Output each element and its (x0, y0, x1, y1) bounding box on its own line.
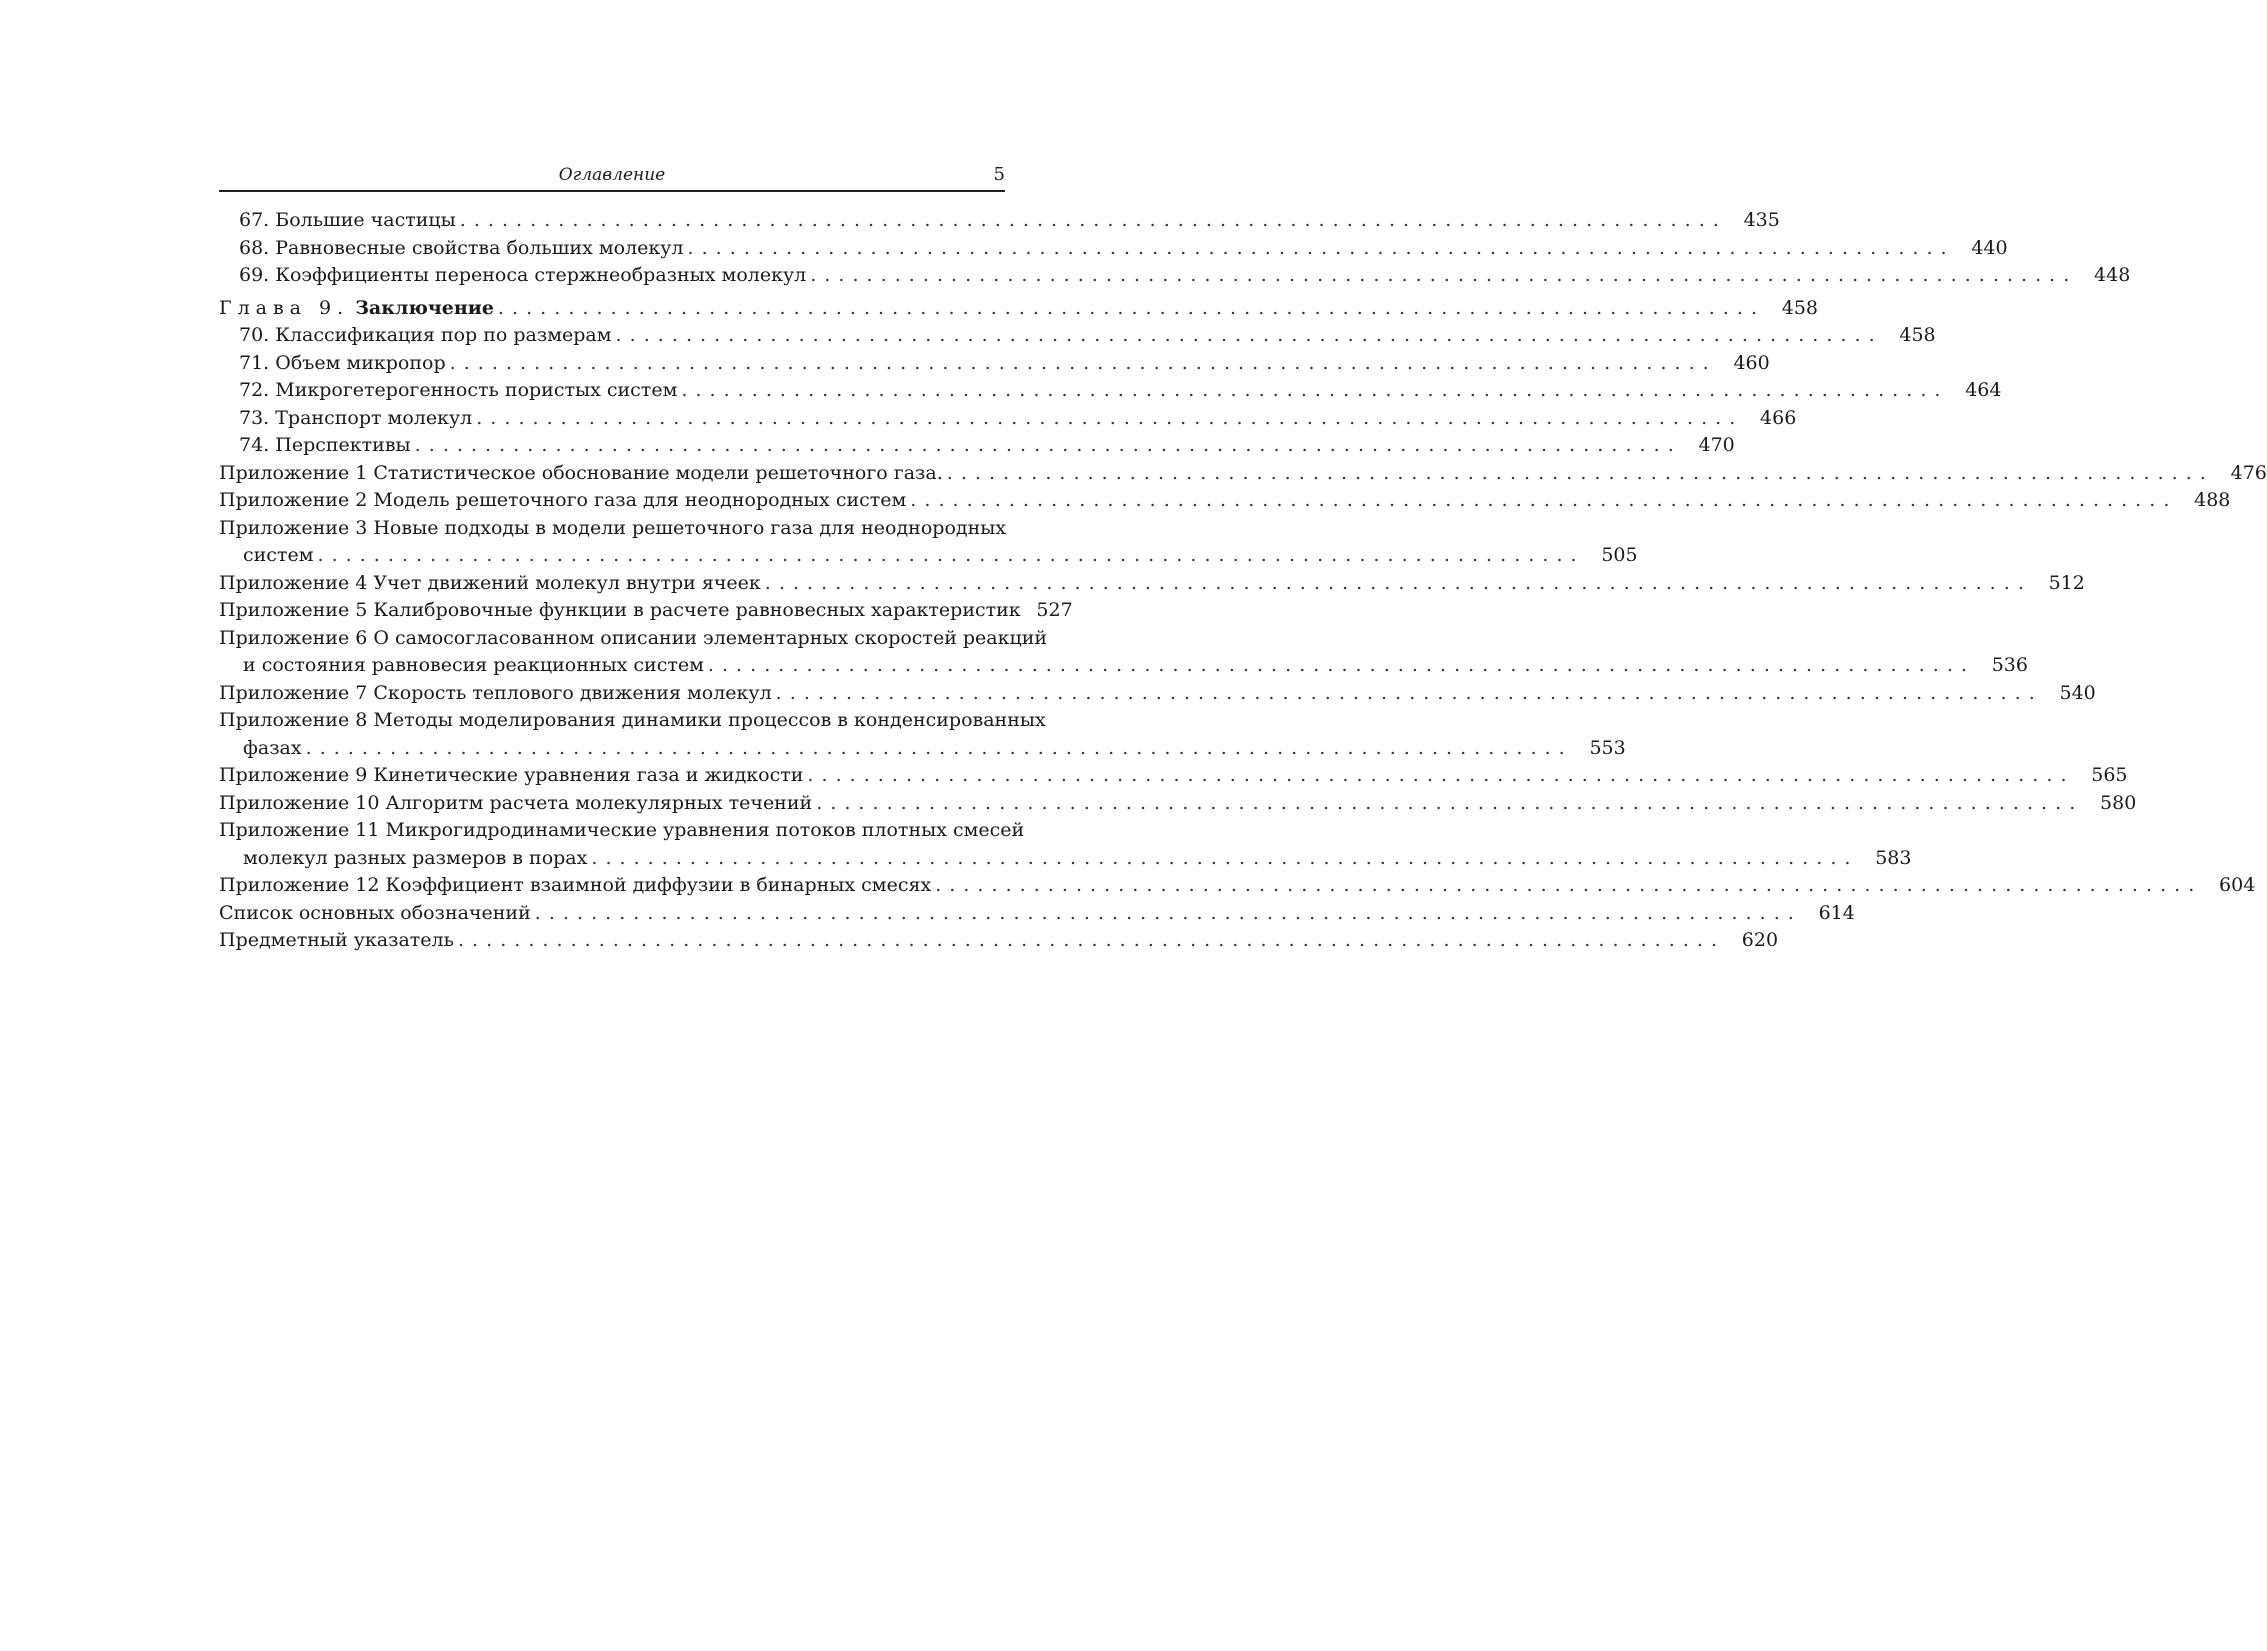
toc-appendix-12[interactable] (219, 872, 2256, 900)
toc-entry-text-line1: Приложение 11 Микрогидродинамические уравнения потоков плотных смесей (219, 819, 1025, 841)
toc-appendix-7[interactable] (219, 680, 2096, 708)
toc-entry-72[interactable] (219, 377, 2002, 405)
dot-leader: . . . . . . . . . . . . . . . . . . . . . . . . . . . . . . . . . . . . . . . . . . . . . . . . . . . . . . . . . . . . . . . . . . . . . . . . . . . . . . . . . . . . . . . . . . (317, 544, 1578, 566)
dot-leader: . . . . . . . . . . . . . . . . . . . . . . . . . . . . . . . . . . . . . . . . . . . . . . . . . . . . . . . . . . . . . . . . . . . . . . . . . . . . . . . . . . . . . . . . . . (816, 791, 2077, 814)
dot-leader: . . . . . . . . . . . . . . . . . . . . . . . . . . . . . . . . . . . . . . . . . . . . . . . . . . . . . . . . . . . . . . . . . . . . . . . . . . . . . . . . . . . . . . . . . . (305, 736, 1566, 759)
dot-leader: . . . . . . . . . . . . . . . . . . . . . . . . . . . . . . . . . . . . . . . . . . . . . . . . . . . . . . . . . . . . . . . . . . . . . . . . . . . . . . . . . . . . . . . . . . (810, 264, 2071, 286)
toc-entry-69[interactable] (219, 262, 2131, 290)
toc-entry-page: 512 (2048, 571, 2085, 594)
chapter-label: Глава 9. (219, 296, 350, 319)
running-header (219, 164, 1005, 192)
toc-entry-text: Предметный указатель (219, 929, 454, 951)
dot-leader: . . . . . . . . . . . . . . . . . . . . . . . . . . . . . . . . . . . . . . . . . . . . . . . . . . . . . . . . . . . . . . . . . . . . . . . . . . . . . . . . . . . . . . . . . . (457, 929, 1719, 951)
toc-entry-page: 470 (1698, 434, 1735, 456)
toc-entry-page: 448 (2094, 264, 2131, 286)
dot-leader: . . . . . . . . . . . . . . . . . . . . . . . . . . . . . . . . . . . . . . . . . . . . . . . . . . . . . . . . . . . . . . . . . . . . . . . . . . . . . . . . . . . . . . . . . . (591, 846, 1852, 869)
toc-entry-page: 476 (2230, 461, 2267, 484)
toc-entry-text-line1: Приложение 8 Методы моделирования динамики процессов в конденсированных (219, 709, 1046, 731)
toc-appendix-9[interactable] (219, 762, 2128, 790)
toc-entry-page: 458 (1899, 324, 1936, 346)
dot-leader: . . . . . . . . . . . . . . . . . . . . . . . . . . . . . . . . . . . . . . . . . . . . . . . . . . . . . . . . . . . . . . . . . . . . . . . . . . . . . . . . . . . . . . . . . . (707, 654, 1968, 676)
toc-entry-68[interactable] (219, 235, 2008, 263)
toc-entry-page: 553 (1589, 736, 1626, 759)
toc-appendix-8[interactable] (219, 707, 1626, 762)
running-header-title: Оглавление (558, 165, 666, 185)
toc-entry-page: 583 (1875, 846, 1912, 869)
toc-entry-text: 70. Классификация пор по размерам (239, 324, 612, 346)
toc-entry-page: 505 (1601, 544, 1638, 566)
toc-entry-page: 435 (1743, 209, 1780, 231)
toc-entry-page: 620 (1741, 929, 1779, 951)
toc-entry-text: 69. Коэффициенты переноса стержнеобразных молекул (239, 264, 807, 286)
toc-entry-text-line2: и состояния равновесия реакционных систем (243, 654, 704, 676)
toc-entry-text: 68. Равновесные свойства больших молекул (239, 236, 684, 259)
toc-entry-71[interactable] (219, 350, 1770, 378)
dot-leader: . . . . . . . . . . . . . . . . . . . . . . . . . . . . . . . . . . . . . . . . . . . . . . . . . . . . . . . . . . . . . . . . . . . . . . . . . . . . . . . . . . . . . . . . . . (534, 901, 1795, 924)
toc-entry-text: Приложение 2 Модель решеточного газа для неоднородных систем (219, 489, 907, 511)
toc-entry-page: 536 (1991, 654, 2028, 676)
toc-entry-text: Список основных обозначений (219, 901, 531, 924)
table-of-contents (219, 207, 2267, 955)
toc-entry-text: Приложение 7 Скорость теплового движения молекул (219, 681, 772, 704)
toc-appendix-5[interactable] (219, 597, 1073, 625)
toc-appendix-10[interactable] (219, 790, 2137, 818)
toc-entry-74[interactable] (219, 432, 1735, 460)
toc-entry-text-line2: фазах (243, 736, 302, 759)
chapter-title: Заключение (355, 296, 494, 319)
toc-entry-73[interactable] (219, 405, 1797, 433)
dot-leader: . . . . . . . . . . . . . . . . . . . . . . . . . . . . . . . . . . . . . . . . . . . . . . . . . . . . . . . . . . . . . . . . . . . . . . . . . . . . . . . . . . . . . . . . . . (946, 461, 2207, 484)
dot-leader: . . . . . . . . . . . . . . . . . . . . . . . . . . . . . . . . . . . . . . . . . . . . . . . . . . . . . . . . . . . . . . . . . . . . . . . . . . . . . . . . . . . . . . . . . . (807, 764, 2068, 786)
toc-subject-index[interactable] (219, 927, 1779, 955)
toc-entry-text: Приложение 1 Статистическое обоснование модели решеточного газа. (219, 461, 943, 484)
toc-entry-text: Приложение 12 Коэффициент взаимной диффузии в бинарных смесях (219, 874, 932, 896)
toc-entry-text: Приложение 4 Учет движений молекул внутри ячеек (219, 571, 761, 594)
toc-entry-page: 458 (1781, 296, 1819, 319)
dot-leader: . . . . . . . . . . . . . . . . . . . . . . . . . . . . . . . . . . . . . . . . . . . . . . . . . . . . . . . . . . . . . . . . . . . . . . . . . . . . . . . . . . . . . . . . . . (449, 351, 1710, 374)
dot-leader: . . . . . . . . . . . . . . . . . . . . . . . . . . . . . . . . . . . . . . . . . . . . . . . . . . . . . . . . . . . . . . . . . . . . . . . . . . . . . . . . . . . . . . . . . . (775, 681, 2036, 704)
dot-leader: . . . . . . . . . . . . . . . . . . . . . . . . . . . . . . . . . . . . . . . . . . . . . . . . . . . . . . . . . . . . . . . . . . . . . . . . . . . . . . . . . . . . . . . . . . (459, 209, 1720, 231)
dot-leader: . . . . . . . . . . . . . . . . . . . . . . . . . . . . . . . . . . . . . . . . . . . . . . . . . . . . . . . . . . . . . . . . . . . . . . . . . . . . . . . . . . . . . . . . . . (476, 406, 1737, 429)
toc-appendix-1[interactable] (219, 460, 2267, 488)
toc-entry-page: 540 (2059, 681, 2096, 704)
toc-entry-page: 604 (2219, 874, 2256, 896)
toc-entry-text: 67. Большие частицы (239, 209, 456, 231)
toc-entry-text: Приложение 9 Кинетические уравнения газа и жидкости (219, 764, 804, 786)
dot-leader: . . . . . . . . . . . . . . . . . . . . . . . . . . . . . . . . . . . . . . . . . . . . . . . . . . . . . . . . . . . . . . . . . . . . . . . . . . . . . . . . . . . . . . . . . . (935, 874, 2196, 896)
dot-leader: . . . . . . . . . . . . . . . . . . . . . . . . . . . . . . . . . . . . . . . . . . . . . . . . . . . . . . . . . . . . . . . . . . . . . . . . . . . . . . . . . . . . . . . . . . (681, 379, 1942, 401)
toc-appendix-2[interactable] (219, 487, 2231, 515)
toc-entry-page: 460 (1733, 351, 1770, 374)
dot-leader: . . . . . . . . . . . . . . . . . . . . . . . . . . . . . . . . . . . . . . . . . . . . . . . . . . . . . . . . . . . . . . . . . . . . . . . . . . . . . . . . . . . . . . . . . . (414, 434, 1675, 456)
toc-appendix-3[interactable] (219, 515, 1638, 570)
dot-leader: . . . . . . . . . . . . . . . . . . . . . . . . . . . . . . . . . . . . . . . . . . . . . . . . . . . . . . . . . . . . . . . . . . . . . . . . . . . . . . . . . . . . . . . . . . (764, 571, 2025, 594)
toc-entry-text-line1: Приложение 3 Новые подходы в модели решеточного газа для неоднородных (219, 516, 1007, 539)
toc-entry-page: 527 (1036, 599, 1073, 621)
dot-leader: . . . . . . . . . . . . . . . . . . . . . . . . . . . . . . . . . . . . . . . . . . . . . . . . . . . . . . . . . . . . . . . . . . . . . . . . . . . . . . . . . . . . . . . . . . (687, 236, 1948, 259)
toc-appendix-4[interactable] (219, 570, 2085, 598)
toc-entry-text-line2: систем (243, 544, 314, 566)
toc-entry-page: 614 (1818, 901, 1855, 924)
dot-leader: . . . . . . . . . . . . . . . . . . . . . . . . . . . . . . . . . . . . . . . . . . . . . . . . . . . . . . . . . . . . . . . . . . . . . . . . . . . . . . . . . . . . . . . . . . (910, 489, 2171, 511)
toc-entry-67[interactable] (219, 207, 1780, 235)
toc-entry-page: 464 (1965, 379, 2002, 401)
toc-entry-page: 580 (2100, 791, 2137, 814)
toc-entry-text: 72. Микрогетерогенность пористых систем (239, 379, 678, 401)
toc-notation-list[interactable] (219, 900, 1855, 928)
toc-entry-70[interactable] (219, 322, 1936, 350)
toc-entry-text: Приложение 5 Калибровочные функции в расчете равновесных характеристик (219, 599, 1021, 621)
dot-leader: . . . . . . . . . . . . . . . . . . . . . . . . . . . . . . . . . . . . . . . . . . . . . . . . . . . . . . . . . . . . . . . . . . . . . . . . . . . . . . . . . . . . . . . . . . (497, 296, 1759, 319)
toc-entry-text: 74. Перспективы (239, 434, 411, 456)
toc-entry-page: 466 (1760, 406, 1797, 429)
toc-entry-text-line2: молекул разных размеров в порах (243, 846, 588, 869)
toc-chapter-9[interactable] (219, 295, 1819, 323)
toc-entry-page: 565 (2091, 764, 2128, 786)
dot-leader: . . . . . . . . . . . . . . . . . . . . . . . . . . . . . . . . . . . . . . . . . . . . . . . . . . . . . . . . . . . . . . . . . . . . . . . . . . . . . . . . . . . . . . . . . . (615, 324, 1876, 346)
toc-entry-text-line1: Приложение 6 О самосогласованном описании элементарных скоростей реакций (219, 626, 1048, 649)
toc-appendix-11[interactable] (219, 817, 1912, 872)
toc-appendix-6[interactable] (219, 625, 2028, 680)
page-number: 5 (993, 164, 1005, 185)
toc-entry-page: 440 (1971, 236, 2008, 259)
toc-entry-page: 488 (2194, 489, 2231, 511)
toc-entry-text: 73. Транспорт молекул (239, 406, 473, 429)
toc-entry-text: 71. Объем микропор (239, 351, 446, 374)
toc-entry-text: Приложение 10 Алгоритм расчета молекулярных течений (219, 791, 813, 814)
